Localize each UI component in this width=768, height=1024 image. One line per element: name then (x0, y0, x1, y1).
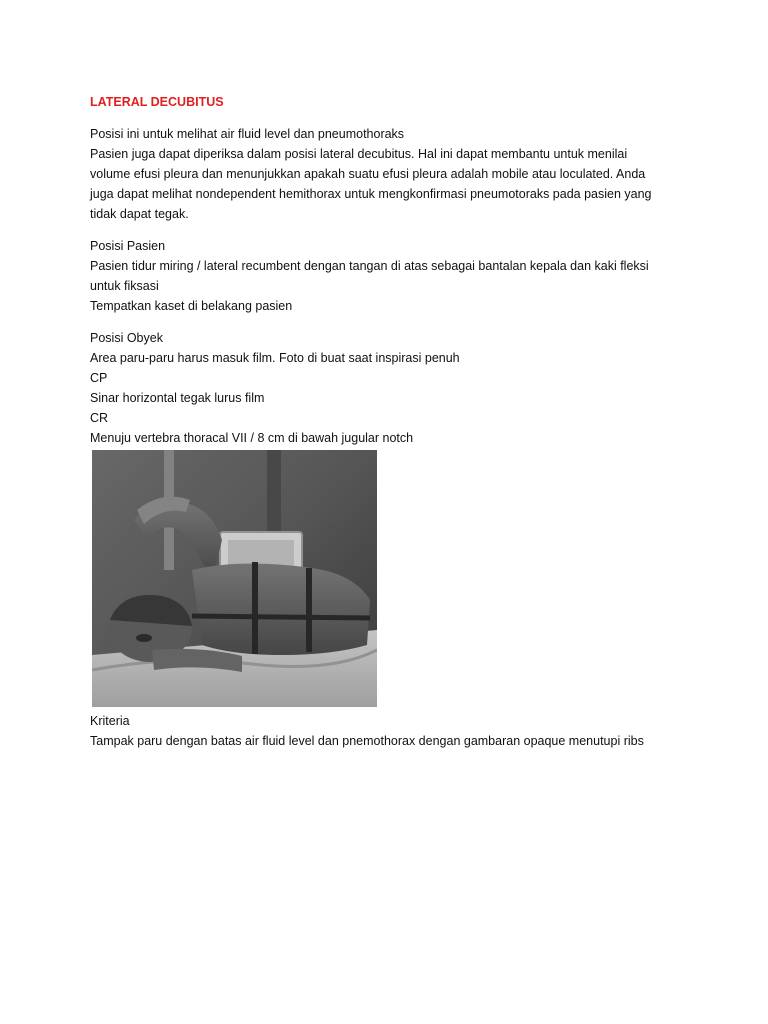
patient-position-photo (92, 450, 377, 707)
section-heading: Posisi Pasien (90, 239, 166, 253)
intro-line: Posisi ini untuk melihat air fluid level dan pneumothoraks (90, 127, 405, 141)
section-line: Sinar horizontal tegak lurus film (90, 391, 265, 405)
kriteria-section (90, 711, 690, 751)
intro-line: Pasien juga dapat diperiksa dalam posisi lateral decubitus. Hal ini dapat membantu untuk menilai (90, 147, 628, 161)
section-line: untuk fiksasi (90, 279, 159, 293)
document-title: LATERAL DECUBITUS (90, 95, 224, 109)
section-line: CR (90, 411, 109, 425)
document-page (90, 92, 690, 763)
section-heading: Posisi Obyek (90, 331, 163, 345)
posisi-pasien-section (90, 236, 690, 316)
intro-line: volume efusi pleura dan menunjukkan apakah suatu efusi pleura adalah mobile atau loculated. Anda (90, 167, 646, 181)
section-line: Area paru-paru harus masuk film. Foto di buat saat inspirasi penuh (90, 351, 460, 365)
section-line: Pasien tidur miring / lateral recumbent dengan tangan di atas sebagai bantalan kepala dan kaki fleksi (90, 259, 649, 273)
section-line: Menuju vertebra thoracal VII / 8 cm di bawah jugular notch (90, 431, 414, 445)
section-heading: Kriteria (90, 714, 130, 728)
intro-line: tidak dapat tegak. (90, 207, 189, 221)
intro-line: juga dapat melihat nondependent hemithorax untuk mengkonfirmasi pneumotoraks pada pasien yang (90, 187, 652, 201)
section-line: Tempatkan kaset di belakang pasien (90, 299, 293, 313)
section-line: Tampak paru dengan batas air fluid level dan pnemothorax dengan gambaran opaque menutupi ribs (90, 734, 644, 748)
intro-paragraph (90, 124, 690, 224)
section-line: CP (90, 371, 108, 385)
posisi-obyek-section (90, 328, 690, 448)
